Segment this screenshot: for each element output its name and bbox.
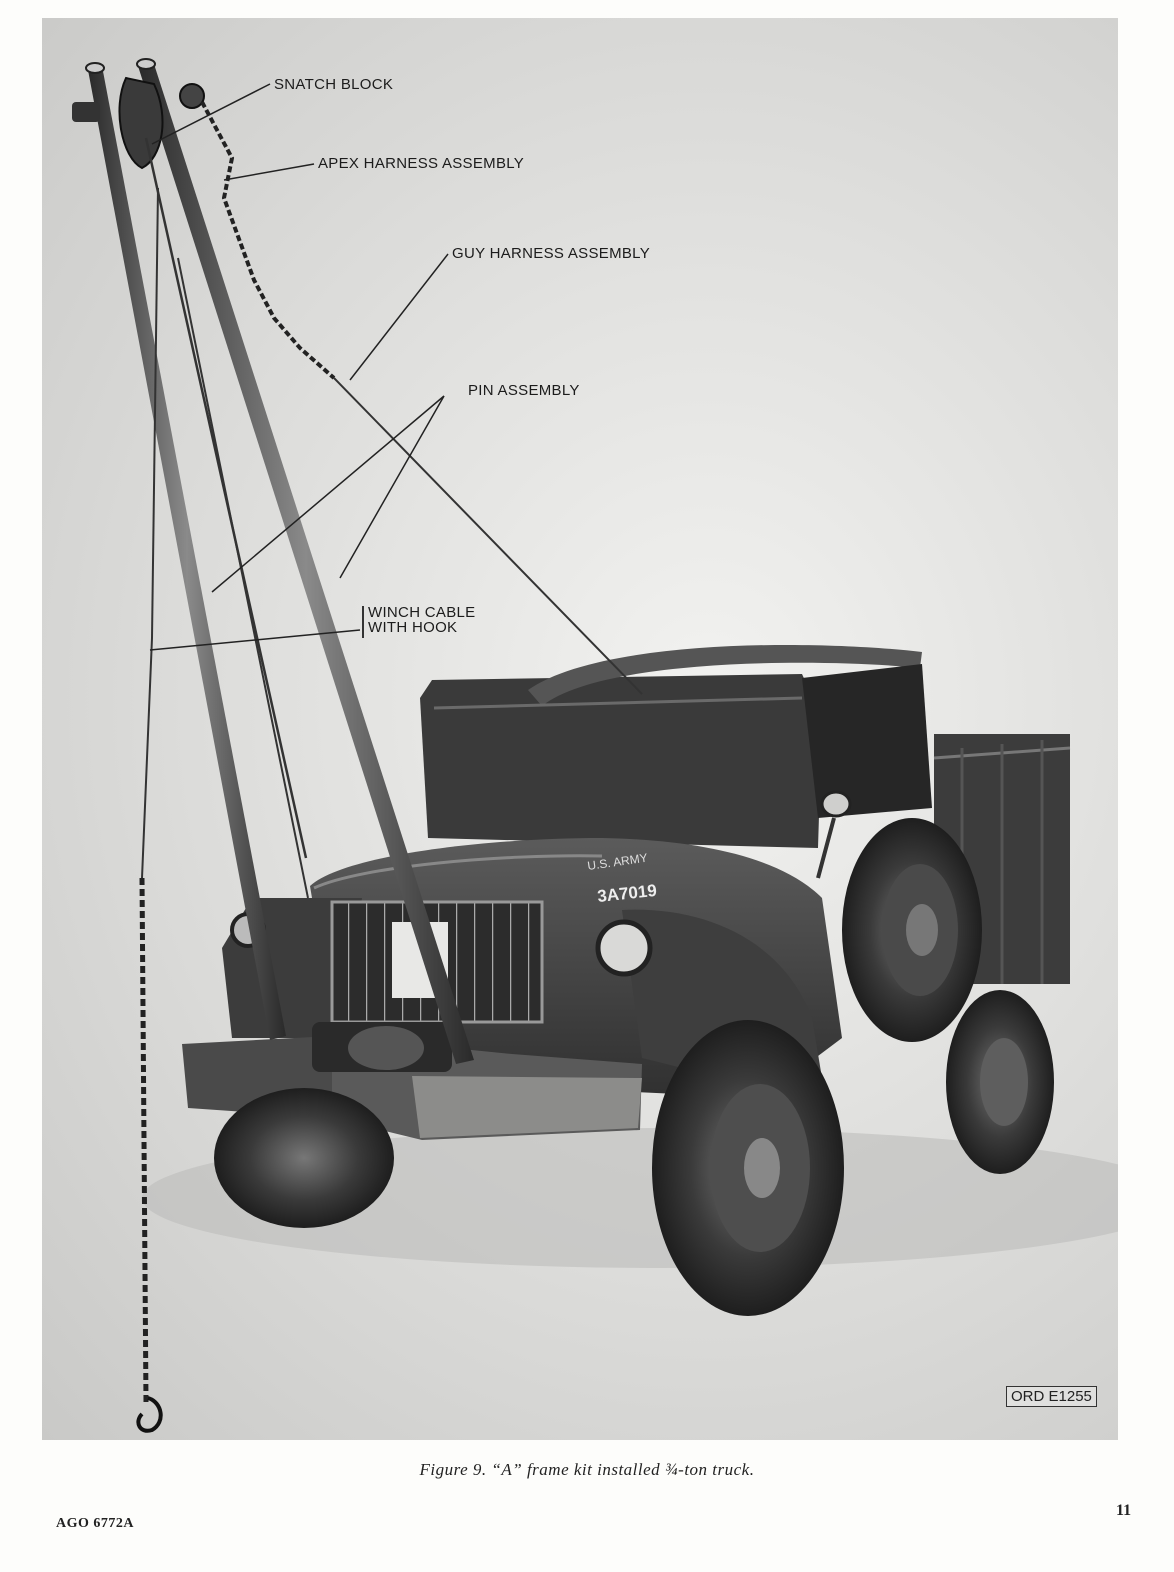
callout-winch-cable: WINCH CABLE WITH HOOK <box>368 604 476 636</box>
callout-guy-harness: GUY HARNESS ASSEMBLY <box>452 245 651 262</box>
spare-tire <box>842 818 982 1042</box>
page-number: 11 <box>1116 1502 1132 1519</box>
front-wheel-left <box>214 1088 394 1228</box>
callout-apex-harness: APEX HARNESS ASSEMBLY <box>318 155 525 172</box>
ord-number: ORD E1255 <box>1006 1386 1097 1407</box>
callout-bracket <box>362 606 364 638</box>
front-wheel-right <box>652 1020 844 1316</box>
callout-pin-assembly: PIN ASSEMBLY <box>468 382 580 399</box>
document-code: AGO 6772A <box>56 1516 134 1531</box>
canvas-top <box>420 645 932 848</box>
figure-caption: Figure 9. “A” frame kit installed ¾-ton truck. <box>419 1460 755 1479</box>
rear-wheel <box>946 990 1054 1174</box>
vehicle-number: 3A7019 <box>596 880 658 906</box>
winch-chain-hook <box>138 878 160 1431</box>
side-mirror <box>818 792 850 878</box>
figure-photo <box>42 18 1118 1440</box>
a-frame-truck-illustration <box>42 18 1118 1440</box>
winch <box>312 1022 452 1072</box>
callout-snatch-block: SNATCH BLOCK <box>274 76 394 93</box>
hood-marking: U.S. ARMY <box>586 850 649 873</box>
headlight-right <box>598 922 650 974</box>
